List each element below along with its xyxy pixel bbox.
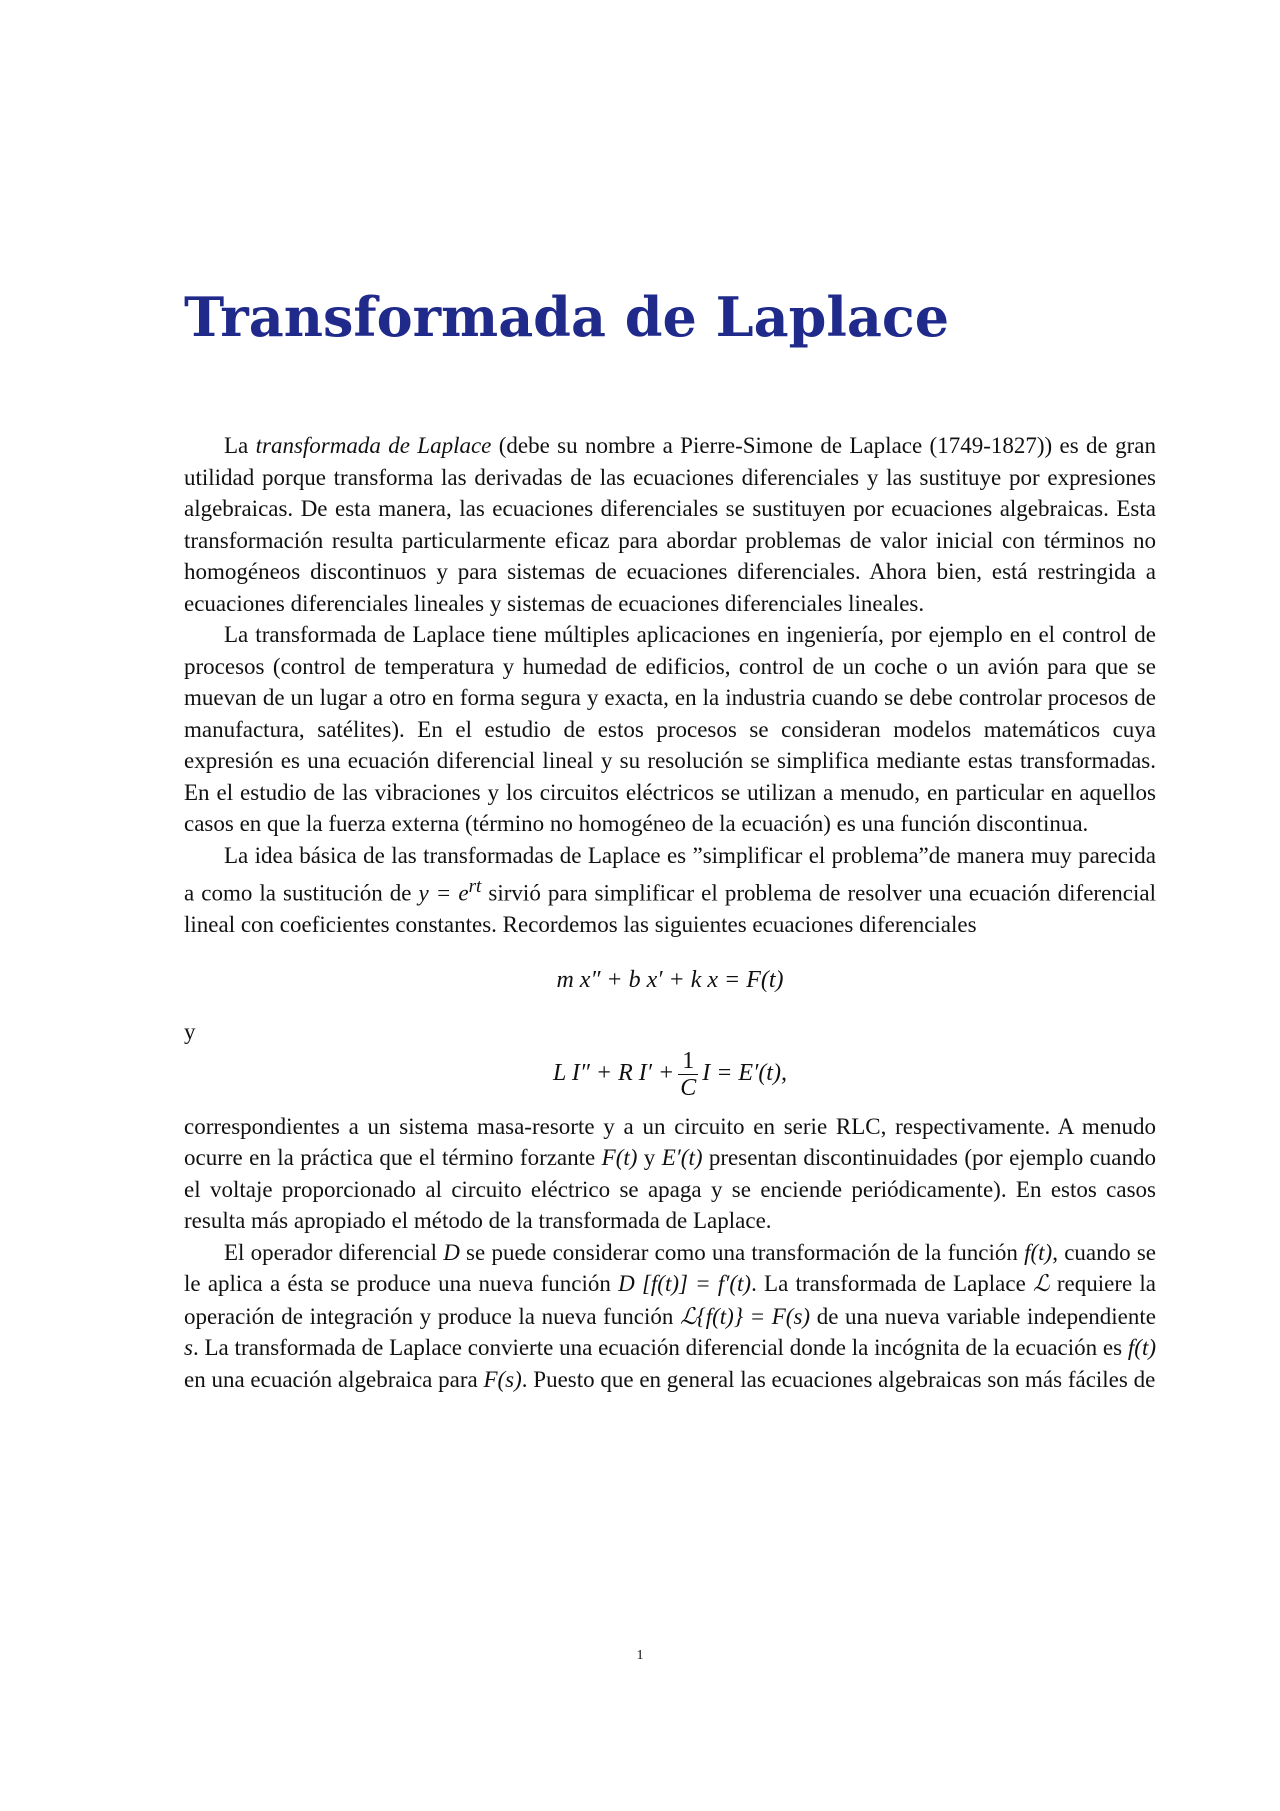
inline-math: s	[184, 1335, 193, 1361]
paragraph-intro	[184, 430, 1156, 619]
paragraph-operator	[184, 1237, 1156, 1396]
connector-text: y	[184, 1019, 196, 1045]
inline-math: F(s)	[483, 1366, 522, 1392]
text-run: La idea básica de las transformadas de Laplace es ”simplificar el problema”de manera muy parecida a como la sustitución de	[184, 842, 1156, 906]
text-run: sirvió para simplificar el problema de resolver una ecuación diferencial lineal con coeficientes constantes. Recordemos las siguientes ecuaciones diferenciales	[184, 880, 1156, 938]
laplace-symbol: ℒ	[1033, 1271, 1050, 1298]
text-run: , cuando se le aplica a ésta se produce una nueva función	[184, 1239, 1157, 1297]
inline-math: f(t)	[1024, 1239, 1053, 1265]
term-laplace: transformada de Laplace	[255, 433, 492, 458]
text-run: se puede considerar como una transformación de la función	[459, 1239, 1025, 1265]
inline-math: F(t)	[601, 1145, 638, 1171]
text-run: . La transformada de Laplace	[751, 1271, 1034, 1297]
fraction-numerator: 1	[678, 1048, 698, 1075]
paragraph-idea	[184, 840, 1156, 941]
text-run: y	[637, 1145, 662, 1171]
text-run: presentan discontinuidades (por ejemplo cuando el voltaje proporcionado al circuito eléctrico se apaga y se enciende periódicamente). En estos casos resulta más apropiado el método de la transformada de Laplace.	[184, 1145, 1156, 1234]
inline-math: y = e	[418, 880, 469, 906]
text-run: correspondientes a un sistema masa-resorte y a un circuito en serie RLC, respectivamente. A menudo ocurre en la práctica que el término forzante	[184, 1113, 1156, 1171]
text-run: de una nueva variable independiente	[810, 1303, 1156, 1329]
text-run: requiere la operación de integración y produce la nueva función	[184, 1271, 1157, 1329]
fraction	[678, 1048, 698, 1101]
inline-math: ℒ{f(t)} = F(s)	[679, 1303, 811, 1329]
document-body	[184, 430, 1156, 1395]
text-run: en una ecuación algebraica para	[184, 1366, 484, 1392]
equation-left: L I″ + R I′ +	[553, 1060, 675, 1087]
text-run: La	[224, 433, 256, 458]
equation-right: I = E′(t),	[702, 1060, 787, 1087]
inline-math: D [f(t)] = f′(t)	[618, 1271, 752, 1297]
paragraph-applications: La transformada de Laplace tiene múltiples aplicaciones en ingeniería, por ejemplo en el control de procesos (control de temperatura y humedad de edificios, control de un coche o un avión para que se muevan de un lugar a otro en forma segura y exacta, en la industria cuando se debe controlar procesos de manufactura, satélites). En el estudio de estos procesos se consideran modelos matemáticos cuya expresión es una ecuación diferencial lineal y su resolución se simplifica mediante estas transformadas. En el estudio de las vibraciones y los circuitos eléctricos se utilizan a menudo, en particular en aquellos casos en que la fuerza externa (término no homogéneo de la ecuación) es una función discontinua.	[184, 622, 1156, 836]
inline-math: E′(t)	[661, 1145, 703, 1171]
page-title: Transformada de Laplace	[184, 285, 950, 349]
fraction-denominator: C	[680, 1074, 697, 1101]
equation-mass-spring: m x″ + b x′ + k x = F(t)	[556, 966, 784, 993]
text-run: (debe su nombre a Pierre-Simone de Laplace (1749-1827)) es de gran utilidad porque transforma las derivadas de las ecuaciones diferenciales y las sustituye por expresiones algebraicas. De esta manera, las ecuaciones diferenciales se sustituyen por ecuaciones algebraicas. Esta transformación resulta particularmente eficaz para abordar problemas de valor inicial con términos no homogéneos discontinuos y para sistemas de ecuaciones diferenciales. Ahora bien, está restringida a ecuaciones diferenciales lineales y sistemas de ecuaciones diferenciales lineales.	[184, 433, 1156, 616]
inline-math-sup: rt	[468, 876, 482, 897]
page-number: 1	[636, 1648, 644, 1663]
inline-math: f(t)	[1127, 1335, 1156, 1361]
text-run: . La transformada de Laplace convierte una ecuación diferencial donde la incógnita de la ecuación es	[192, 1335, 1128, 1361]
text-run: El operador diferencial	[224, 1239, 444, 1265]
equation-rlc	[184, 1048, 1156, 1101]
paragraph-forcing	[184, 1111, 1156, 1237]
inline-math: D	[443, 1239, 460, 1265]
text-run: . Puesto que en general las ecuaciones algebraicas son más fáciles de	[521, 1366, 1156, 1392]
